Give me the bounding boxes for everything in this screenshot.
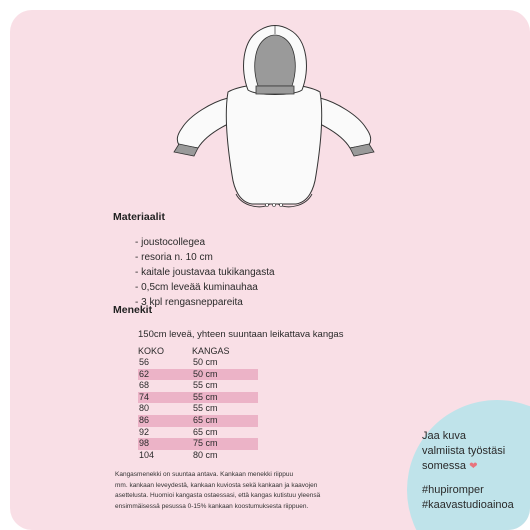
size-cell: 74	[139, 391, 150, 402]
size-cell: 92	[139, 426, 150, 437]
fabric-cell: 80 cm	[193, 449, 218, 460]
left-sleeve	[177, 98, 228, 148]
table-row	[138, 427, 258, 439]
note-line: Kangasmenekki on suuntaa antava. Kankaan menekki riippuu	[115, 471, 294, 478]
size-cell: 86	[139, 414, 150, 425]
collar-ribbing	[256, 86, 294, 94]
size-cell: 62	[139, 368, 150, 379]
table-row	[138, 438, 258, 450]
table-row	[138, 403, 258, 415]
note-line: ensimmäisessä pesussa 0-15% kankaan koostumuksesta riippuen.	[115, 502, 309, 510]
share-line-1: Jaa kuva	[422, 430, 467, 442]
size-cell: 98	[139, 438, 150, 449]
fabric-cell: 50 cm	[193, 368, 218, 379]
material-item: - 0,5cm leveää kuminauhaa	[135, 280, 275, 295]
hood-inner	[255, 35, 296, 86]
table-row	[138, 392, 258, 404]
fabric-cell: 50 cm	[193, 357, 218, 367]
table-row	[138, 450, 258, 462]
table-row	[138, 380, 258, 392]
note-line: mm. kankaan leveydestä, kankaan kuviosta sekä kankaan ja kaavojen	[115, 481, 318, 489]
size-cell: 104	[139, 449, 155, 460]
materials-heading: Materiaalit	[113, 211, 165, 223]
share-line-3	[422, 460, 477, 472]
fabric-cell: 75 cm	[193, 438, 218, 449]
table-row	[138, 415, 258, 427]
fabric-description: 150cm leveä, yhteen suuntaan leikattava kangas	[138, 329, 344, 340]
share-line-2: valmiista työstäsi	[422, 445, 506, 457]
header-fabric: KANGAS	[192, 346, 230, 356]
pattern-card	[10, 10, 530, 530]
right-sleeve	[320, 98, 371, 148]
material-item: - kaitale joustavaa tukikangasta	[135, 265, 275, 280]
fabric-cell: 55 cm	[193, 380, 218, 391]
table-row	[138, 357, 258, 369]
material-item: - resoria n. 10 cm	[135, 250, 275, 265]
fabric-cell: 65 cm	[193, 414, 218, 425]
fabric-heading: Menekit	[113, 304, 153, 316]
snap-3	[280, 204, 283, 207]
hashtag-2[interactable]: #kaavastudioainoa	[422, 499, 514, 511]
romper-body	[226, 84, 321, 204]
heart-icon: ❤	[469, 461, 478, 472]
table-header	[138, 345, 258, 357]
romper-illustration	[170, 20, 380, 220]
fabric-note	[115, 470, 405, 512]
material-item: - 3 kpl rengasneppareita	[135, 295, 275, 310]
fabric-cell: 55 cm	[193, 403, 218, 414]
snap-2	[273, 204, 276, 207]
table-row	[138, 369, 258, 381]
share-line-3-text: somessa	[422, 460, 467, 472]
fabric-table	[138, 345, 258, 461]
snap-1	[266, 204, 269, 207]
size-cell: 56	[139, 357, 150, 367]
size-cell: 68	[139, 380, 150, 391]
materials-list	[135, 235, 275, 310]
fabric-cell: 55 cm	[193, 391, 218, 402]
fabric-cell: 65 cm	[193, 426, 218, 437]
header-size: KOKO	[138, 346, 165, 356]
table-body	[138, 357, 258, 461]
size-cell: 80	[139, 403, 150, 414]
note-line: asettelusta. Huomioi kangasta ostaessasi, että kangas kutistuu yleensä	[115, 492, 321, 499]
hashtag-1[interactable]: #hupiromper	[422, 484, 484, 496]
material-item: - joustocollegea	[135, 235, 275, 250]
